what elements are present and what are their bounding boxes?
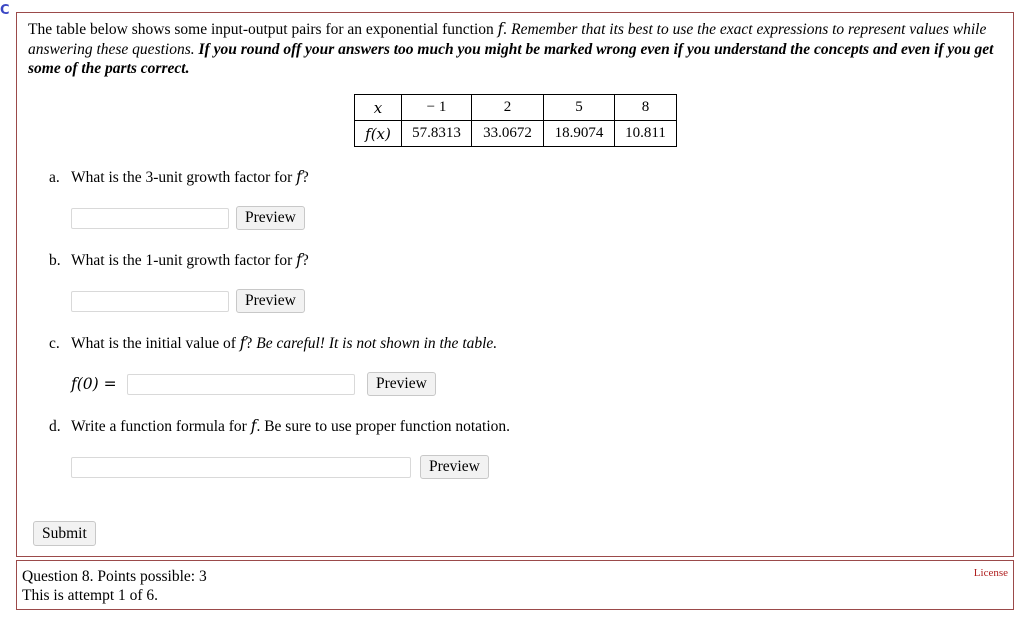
table-cell: 33.0672 <box>472 121 544 147</box>
license-link[interactable]: License <box>973 567 1008 579</box>
part-letter: c. <box>49 335 60 352</box>
table-cell: 18.9074 <box>544 121 615 147</box>
part-text: What is the 3-unit growth factor for <box>71 169 297 186</box>
part-c-note: Be careful! It is not shown in the table. <box>256 335 498 352</box>
part-text: What is the initial value of <box>71 335 240 352</box>
question-footer <box>16 560 1014 610</box>
table-cell: 57.8313 <box>402 121 472 147</box>
points-possible: Question 8. Points possible: 3 <box>22 568 207 585</box>
corner-logo-icon: C <box>0 3 10 18</box>
function-symbol: f <box>239 334 246 352</box>
question-intro <box>28 20 998 79</box>
table-cell: 2 <box>472 95 544 121</box>
intro-italic-text: . Remember that its best to use the exact expressions to represent values while answering these questions. <box>28 21 987 58</box>
submit-button[interactable]: Submit <box>33 521 96 546</box>
part-d-prompt <box>49 417 510 436</box>
answer-a-input[interactable] <box>71 208 229 229</box>
intro-text: The table below shows some input-output pairs for an exponential function <box>28 21 498 38</box>
answer-d-input[interactable] <box>71 457 411 478</box>
table-row-x <box>355 95 677 121</box>
part-text-end: ? <box>245 335 257 352</box>
question-container <box>16 12 1014 557</box>
footer-info <box>22 567 207 605</box>
part-a-prompt <box>49 168 309 187</box>
intro-function-symbol: f <box>497 20 504 38</box>
preview-d-button[interactable]: Preview <box>420 455 489 479</box>
function-symbol: f <box>296 168 302 186</box>
input-output-table <box>354 94 677 147</box>
table-header-x: x <box>355 95 402 121</box>
f0-label: f(0) = <box>71 375 117 393</box>
answer-b-input[interactable] <box>71 291 229 312</box>
attempt-count: This is attempt 1 of 6. <box>22 587 159 604</box>
function-symbol: f <box>296 251 302 269</box>
part-text: What is the 1-unit growth factor for <box>71 252 297 269</box>
part-c-prompt <box>49 334 497 353</box>
table-row-fx <box>355 121 677 147</box>
preview-b-button[interactable]: Preview <box>236 289 305 313</box>
part-letter: a. <box>49 169 60 186</box>
intro-bold-warning: If you round off your answers too much you might be marked wrong even if you understand the concepts and even if you get some of the parts correct. <box>28 40 994 77</box>
part-b-prompt <box>49 251 309 270</box>
table-cell: 8 <box>615 95 677 121</box>
table-cell: 5 <box>544 95 615 121</box>
preview-c-button[interactable]: Preview <box>367 372 436 396</box>
answer-c-input[interactable] <box>127 374 355 395</box>
part-text: Write a function formula for <box>71 418 251 435</box>
table-cell: − 1 <box>402 95 472 121</box>
part-text-end: . Be sure to use proper function notation. <box>256 418 511 435</box>
part-text-end: ? <box>301 169 309 186</box>
preview-a-button[interactable]: Preview <box>236 206 305 230</box>
part-letter: d. <box>49 418 61 435</box>
table-cell: 10.811 <box>615 121 677 147</box>
part-text-end: ? <box>301 252 309 269</box>
function-symbol: f <box>250 417 257 435</box>
table-header-fx: f(x) <box>355 121 402 147</box>
part-letter: b. <box>49 252 61 269</box>
